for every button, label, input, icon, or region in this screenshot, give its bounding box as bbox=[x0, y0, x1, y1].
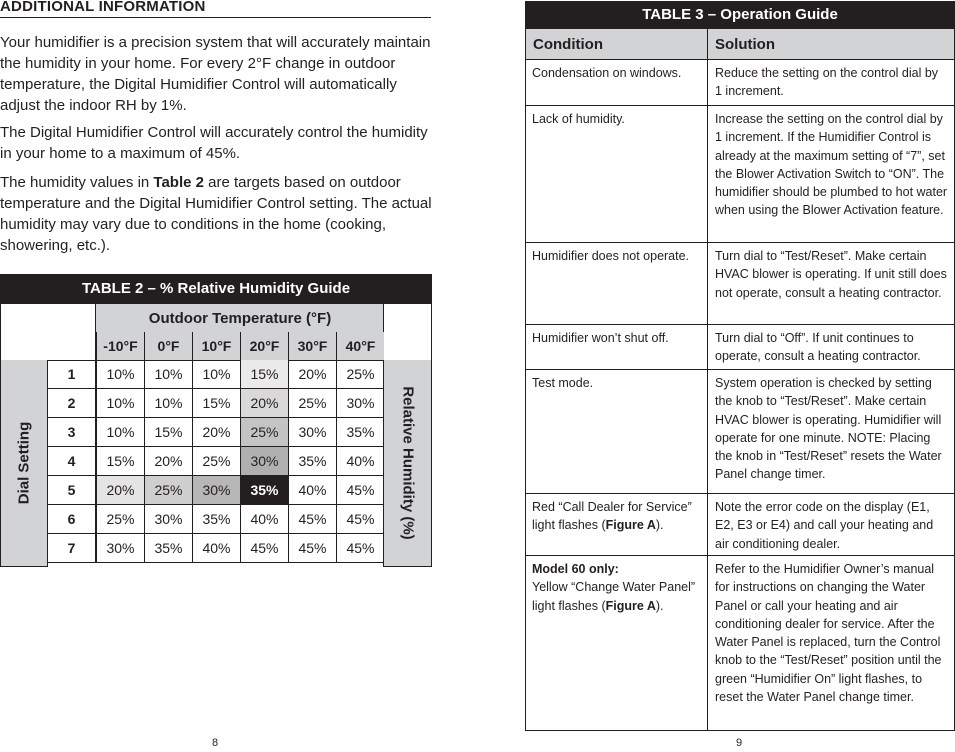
solution-cell: System operation is checked by setting the knob to “Test/Reset”. Make certain HVAC blower is operating. Humidifier will operate for one minute. NOTE: Placing the knob in “Test/Reset” resets the Water Panel change timer. bbox=[707, 370, 954, 493]
table2-reference: Table 2 bbox=[153, 174, 204, 191]
dial-setting-number: 4 bbox=[48, 447, 96, 476]
humidity-value-cell: 20% bbox=[288, 360, 336, 389]
temperature-header: 40°F bbox=[336, 332, 384, 361]
humidity-value-cell: 10% bbox=[192, 360, 240, 389]
left-page bbox=[0, 0, 432, 752]
humidity-value-cell: 45% bbox=[336, 505, 384, 534]
temperature-header: 20°F bbox=[240, 332, 288, 361]
temperature-header: 30°F bbox=[288, 332, 336, 361]
paragraph-maximum: The Digital Humidifier Control will accurately control the humidity in your home to a maximum of 45%. bbox=[0, 124, 428, 162]
humidity-value-cell: 30% bbox=[96, 534, 144, 563]
humidity-value-cell: 10% bbox=[144, 389, 192, 418]
dial-setting-number: 6 bbox=[48, 505, 96, 534]
humidity-value-cell: 35% bbox=[144, 534, 192, 563]
humidity-value-cell: 25% bbox=[288, 389, 336, 418]
condition-cell bbox=[526, 494, 707, 555]
dial-setting-number: 2 bbox=[48, 389, 96, 418]
condition-cell bbox=[526, 243, 707, 324]
page-number-right: 9 bbox=[736, 737, 743, 749]
condition-cell bbox=[526, 60, 707, 105]
humidity-value-cell: 40% bbox=[192, 534, 240, 563]
dial-setting-column bbox=[0, 360, 48, 567]
humidity-value-cell: 15% bbox=[192, 389, 240, 418]
temperature-header: -10°F bbox=[96, 332, 144, 361]
solution-cell: Turn dial to “Test/Reset”. Make certain HVAC blower is operating. If unit still does not operate, consult a heating contractor. bbox=[707, 243, 954, 324]
humidity-value-cell: 10% bbox=[144, 360, 192, 389]
heading-rule bbox=[0, 17, 431, 18]
table2-title: TABLE 2 – % Relative Humidity Guide bbox=[0, 274, 432, 304]
relative-humidity-column bbox=[383, 360, 432, 567]
condition-text: Humidifier won’t shut off. bbox=[532, 331, 669, 345]
humidity-guide-table bbox=[0, 274, 432, 567]
condition-header: Condition bbox=[525, 29, 707, 60]
humidity-value-cell: 45% bbox=[336, 534, 384, 563]
humidity-value-cell: 45% bbox=[288, 505, 336, 534]
humidity-value-cell: 30% bbox=[192, 476, 240, 505]
humidity-value-cell: 10% bbox=[96, 360, 144, 389]
humidity-value-cell: 30% bbox=[144, 505, 192, 534]
solution-header: Solution bbox=[707, 29, 955, 60]
dial-setting-number: 7 bbox=[48, 534, 96, 563]
condition-cell bbox=[526, 325, 707, 369]
humidity-value-cell: 15% bbox=[240, 360, 288, 389]
page-number-left: 8 bbox=[212, 737, 219, 749]
dial-setting-number: 3 bbox=[48, 418, 96, 447]
humidity-value-cell: 40% bbox=[240, 505, 288, 534]
table2-right-corner bbox=[383, 304, 432, 361]
condition-text: Yellow “Change Water Panel” light flashes (Figure A). bbox=[532, 580, 696, 613]
humidity-value-cell: 20% bbox=[96, 476, 144, 505]
table2-corner bbox=[0, 304, 96, 361]
humidity-value-cell: 20% bbox=[144, 447, 192, 476]
humidity-value-cell: 10% bbox=[96, 389, 144, 418]
humidity-value-cell: 35% bbox=[240, 476, 288, 505]
section-heading: ADDITIONAL INFORMATION bbox=[0, 0, 206, 15]
condition-cell bbox=[526, 370, 707, 493]
condition-text: Test mode. bbox=[532, 376, 594, 390]
table-row bbox=[525, 370, 955, 494]
humidity-value-cell: 40% bbox=[288, 476, 336, 505]
operation-guide-table bbox=[525, 0, 955, 731]
humidity-value-cell: 25% bbox=[240, 418, 288, 447]
paragraph-precision: Your humidifier is a precision system that will accurately maintain the humidity in your home. For every 2°F change in outdoor temperature, the Digital Humidifier Control will automatically adjust the indoor RH by 1%. bbox=[0, 34, 431, 114]
temperature-header: 0°F bbox=[144, 332, 192, 361]
outdoor-temperature-header: Outdoor Temperature (°F) bbox=[96, 304, 384, 333]
table-row bbox=[525, 106, 955, 243]
humidity-value-cell: 30% bbox=[288, 418, 336, 447]
condition-cell bbox=[526, 106, 707, 242]
dial-setting-number: 1 bbox=[48, 360, 96, 389]
humidity-value-cell: 15% bbox=[144, 418, 192, 447]
condition-model-note: Model 60 only: bbox=[532, 562, 619, 576]
humidity-value-cell: 35% bbox=[336, 418, 384, 447]
solution-cell: Increase the setting on the control dial by 1 increment. If the Humidifier Control is already at the maximum setting of “7”, set the Blower Activation Switch to “ON”. The humidifier should be plumbed to hot water when using the Blower Activation feature. bbox=[707, 106, 954, 242]
solution-cell: Turn dial to “Off”. If unit continues to operate, consult a heating contractor. bbox=[707, 325, 954, 369]
condition-text: Humidifier does not operate. bbox=[532, 249, 690, 263]
solution-cell: Refer to the Humidifier Owner’s manual for instructions on changing the Water Panel or call your heating and air conditioning dealer for service. After the Water Panel is replaced, turn the Control knob to the “Test/Reset” position until the green “Humidifier On” light flashes, to reset the Water Panel change timer. bbox=[707, 556, 954, 730]
table-row bbox=[525, 556, 955, 731]
humidity-value-cell: 20% bbox=[240, 389, 288, 418]
condition-text: Condensation on windows. bbox=[532, 66, 682, 80]
table-row bbox=[525, 60, 955, 106]
condition-cell bbox=[526, 556, 707, 730]
table3-title: TABLE 3 – Operation Guide bbox=[525, 1, 955, 29]
humidity-value-cell: 35% bbox=[288, 447, 336, 476]
solution-cell: Note the error code on the display (E1, E2, E3 or E4) and call your heating and air conditioning dealer. bbox=[707, 494, 954, 555]
humidity-value-cell: 30% bbox=[336, 389, 384, 418]
dial-setting-label: Dial Setting bbox=[15, 421, 33, 505]
humidity-value-cell: 40% bbox=[336, 447, 384, 476]
condition-text: Red “Call Dealer for Service” light flashes (Figure A). bbox=[532, 500, 692, 533]
table-row bbox=[525, 325, 955, 370]
dial-setting-number: 5 bbox=[48, 476, 96, 505]
temperature-header: 10°F bbox=[192, 332, 240, 361]
humidity-value-cell: 25% bbox=[96, 505, 144, 534]
humidity-value-cell: 25% bbox=[144, 476, 192, 505]
humidity-value-cell: 45% bbox=[240, 534, 288, 563]
humidity-value-cell: 10% bbox=[96, 418, 144, 447]
humidity-value-cell: 35% bbox=[192, 505, 240, 534]
paragraph-targets: The humidity values in Table 2 are targets based on outdoor temperature and the Digital Humidifier Control setting. The actual humidity may vary due to conditions in the home (cooking, showering, etc.). bbox=[0, 174, 432, 254]
humidity-value-cell: 15% bbox=[96, 447, 144, 476]
humidity-value-cell: 25% bbox=[192, 447, 240, 476]
humidity-value-cell: 20% bbox=[192, 418, 240, 447]
condition-text: Lack of humidity. bbox=[532, 112, 625, 126]
table-row bbox=[525, 243, 955, 325]
table-row bbox=[525, 494, 955, 556]
relative-humidity-label: Relative Humidity (%) bbox=[399, 386, 416, 540]
humidity-value-cell: 45% bbox=[288, 534, 336, 563]
humidity-value-cell: 25% bbox=[336, 360, 384, 389]
solution-cell: Reduce the setting on the control dial by 1 increment. bbox=[707, 60, 954, 105]
humidity-value-cell: 30% bbox=[240, 447, 288, 476]
humidity-value-cell: 45% bbox=[336, 476, 384, 505]
